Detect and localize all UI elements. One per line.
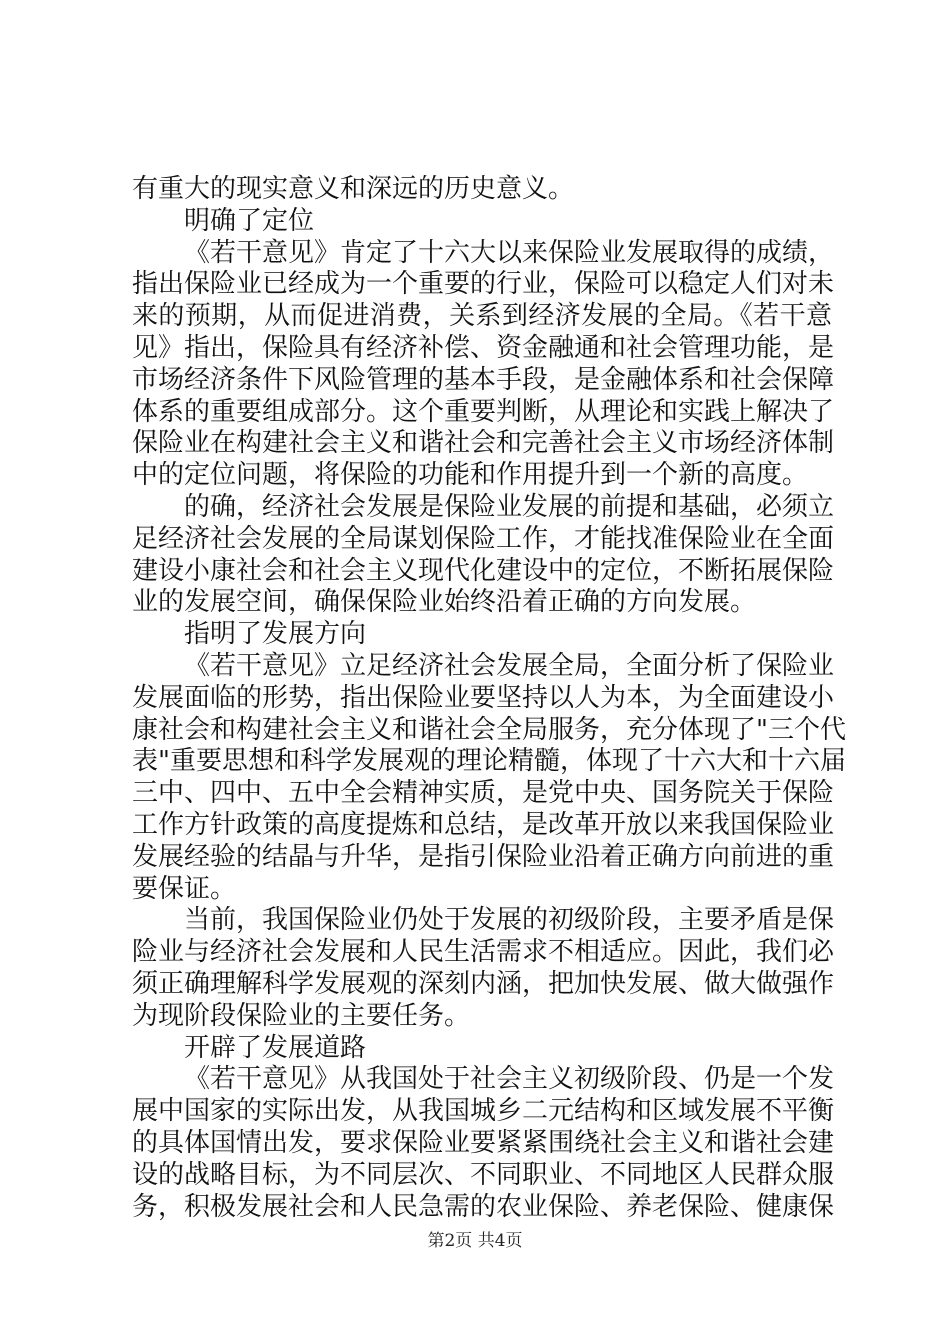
body-line: 工作方针政策的高度提炼和总结，是改革开放以来我国保险业: [132, 809, 835, 840]
body-line: 建设小康社会和社会主义现代化建设中的定位，不断拓展保险: [132, 555, 835, 586]
body-line: 要保证。: [132, 873, 237, 904]
section-heading: 开辟了发展道路: [184, 1032, 367, 1063]
body-line: 展中国家的实际出发，从我国城乡二元结构和区域发展不平衡: [132, 1096, 835, 1127]
body-line: 业的发展空间，确保保险业始终沿着正确的方向发展。: [132, 587, 757, 618]
body-line: 的具体国情出发，要求保险业要紧紧围绕社会主义和谐社会建: [132, 1127, 835, 1158]
body-line: 《若干意见》肯定了十六大以来保险业发展取得的成绩，: [184, 237, 835, 268]
body-line: 《若干意见》从我国处于社会主义初级阶段、仍是一个发: [184, 1064, 835, 1095]
body-line: 设的战略目标，为不同层次、不同职业、不同地区人民群众服: [132, 1159, 835, 1190]
body-line: 市场经济条件下风险管理的基本手段，是金融体系和社会保障: [132, 364, 835, 395]
body-line: 须正确理解科学发展观的深刻内涵，把加快发展、做大做强作: [132, 968, 835, 999]
body-line: 表"重要思想和科学发展观的理论精髓，体现了十六大和十六届: [132, 746, 846, 777]
body-line: 保险业在构建社会主义和谐社会和完善社会主义市场经济体制: [132, 428, 835, 459]
body-line: 来的预期，从而促进消费，关系到经济发展的全局。《若干意: [132, 301, 832, 332]
body-line: 务，积极发展社会和人民急需的农业保险、养老保险、健康保: [132, 1191, 835, 1222]
body-line: 中的定位问题，将保险的功能和作用提升到一个新的高度。: [132, 460, 809, 491]
body-line: 发展经验的结晶与升华，是指引保险业沿着正确方向前进的重: [132, 841, 835, 872]
body-line: 发展面临的形势，指出保险业要坚持以人为本，为全面建设小: [132, 682, 835, 713]
body-line: 指出保险业已经成为一个重要的行业，保险可以稳定人们对未: [132, 269, 835, 300]
page-number-footer: 第2页 共4页: [427, 1231, 523, 1251]
body-line: 体系的重要组成部分。这个重要判断，从理论和实践上解决了: [132, 396, 835, 427]
body-line: 的确，经济社会发展是保险业发展的前提和基础，必须立: [184, 491, 835, 522]
body-line: 险业与经济社会发展和人民生活需求不相适应。因此，我们必: [132, 937, 835, 968]
body-line: 见》指出，保险具有经济补偿、资金融通和社会管理功能，是: [132, 332, 835, 363]
body-line: 三中、四中、五中全会精神实质，是党中央、国务院关于保险: [132, 778, 835, 809]
section-heading: 明确了定位: [184, 205, 315, 236]
body-line: 有重大的现实意义和深远的历史意义。: [132, 174, 575, 204]
body-line: 康社会和构建社会主义和谐社会全局服务，充分体现了"三个代: [132, 714, 846, 745]
body-line: 《若干意见》立足经济社会发展全局，全面分析了保险业: [184, 650, 835, 681]
section-heading: 指明了发展方向: [184, 619, 367, 650]
body-line: 当前，我国保险业仍处于发展的初级阶段，主要矛盾是保: [184, 905, 835, 936]
body-line: 足经济社会发展的全局谋划保险工作，才能找准保险业在全面: [132, 523, 835, 554]
body-line: 为现阶段保险业的主要任务。: [132, 1000, 471, 1031]
document-body: [132, 174, 846, 1223]
